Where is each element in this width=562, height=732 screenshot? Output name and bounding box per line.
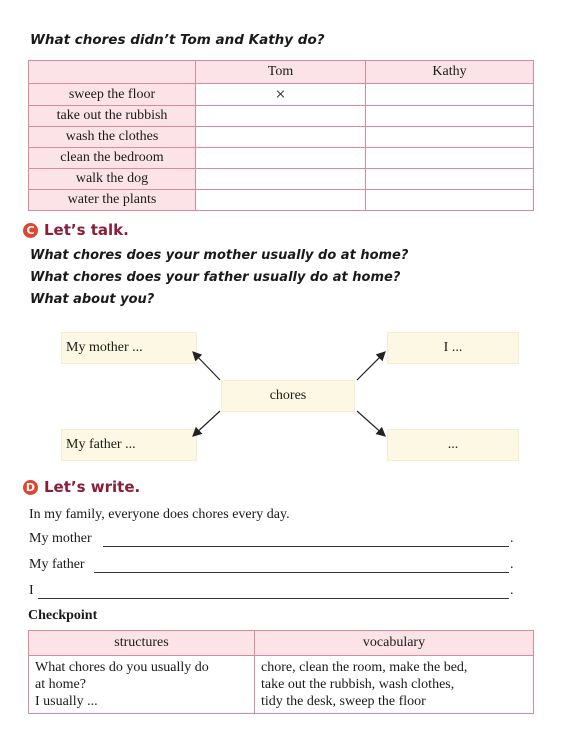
write-intro: In my family, everyone does chores every day. bbox=[29, 507, 290, 522]
talk-question-1: What chores does your mother usually do at home? bbox=[30, 248, 409, 263]
chores-question: What chores didn’t Tom and Kathy do? bbox=[30, 32, 325, 48]
write-line-father-label: My father bbox=[29, 557, 85, 572]
chore-label: sweep the floor bbox=[29, 84, 196, 106]
tom-cell[interactable]: × bbox=[196, 84, 366, 106]
diagram-box-father: My father ... bbox=[62, 430, 196, 460]
vocabulary-line: chore, clean the room, make the bed, bbox=[261, 660, 468, 675]
checkpoint-title: Checkpoint bbox=[28, 608, 98, 623]
talk-title: Let’s talk. bbox=[44, 221, 129, 239]
checkpoint-vocabulary-cell bbox=[255, 656, 534, 714]
section-c-badge: C bbox=[23, 223, 38, 238]
write-line-mother-label: My mother bbox=[29, 531, 92, 546]
structure-line: What chores do you usually do bbox=[35, 660, 209, 675]
chore-label: wash the clothes bbox=[29, 127, 196, 148]
talk-question-2: What chores does your father usually do at home? bbox=[30, 270, 401, 285]
structure-line: at home? bbox=[35, 677, 86, 692]
arrow-to-i bbox=[357, 352, 385, 380]
table-header-kathy: Kathy bbox=[366, 61, 534, 84]
checkpoint-row bbox=[29, 656, 534, 714]
arrow-to-blank bbox=[357, 411, 385, 436]
write-line-father-blank[interactable] bbox=[94, 572, 509, 573]
checkpoint-header-structures: structures bbox=[29, 631, 255, 656]
chore-label: water the plants bbox=[29, 190, 196, 211]
diagram-box-i: I ... bbox=[388, 333, 518, 363]
arrow-to-father bbox=[193, 411, 220, 436]
diagram-box-mother: My mother ... bbox=[62, 333, 196, 363]
write-title: Let’s write. bbox=[44, 478, 141, 496]
write-line-i-blank[interactable] bbox=[38, 598, 509, 599]
chore-label: take out the rubbish bbox=[29, 106, 196, 127]
structure-line: I usually ... bbox=[35, 694, 98, 709]
diagram-box-blank: ... bbox=[388, 430, 518, 460]
vocabulary-line: tidy the desk, sweep the floor bbox=[261, 694, 426, 709]
talk-question-3: What about you? bbox=[30, 292, 155, 307]
write-line-mother-blank[interactable] bbox=[103, 546, 509, 547]
checkpoint-structures-cell bbox=[29, 656, 255, 714]
chore-label: clean the bedroom bbox=[29, 148, 196, 169]
vocabulary-line: take out the rubbish, wash clothes, bbox=[261, 677, 455, 692]
table-header-tom: Tom bbox=[196, 61, 366, 84]
write-line-mother-period: . bbox=[510, 531, 514, 546]
section-d-badge: D bbox=[23, 480, 38, 495]
write-line-i-period: . bbox=[510, 583, 514, 598]
checkpoint-header-row bbox=[29, 631, 534, 656]
checkpoint-header-vocabulary: vocabulary bbox=[255, 631, 534, 656]
diagram-box-chores: chores bbox=[222, 381, 354, 411]
write-line-father-period: . bbox=[510, 557, 514, 572]
checkpoint-table bbox=[28, 630, 534, 714]
arrow-to-mother bbox=[193, 352, 220, 380]
chore-label: walk the dog bbox=[29, 169, 196, 190]
write-heading bbox=[23, 478, 140, 496]
write-line-i-label: I bbox=[29, 583, 34, 598]
